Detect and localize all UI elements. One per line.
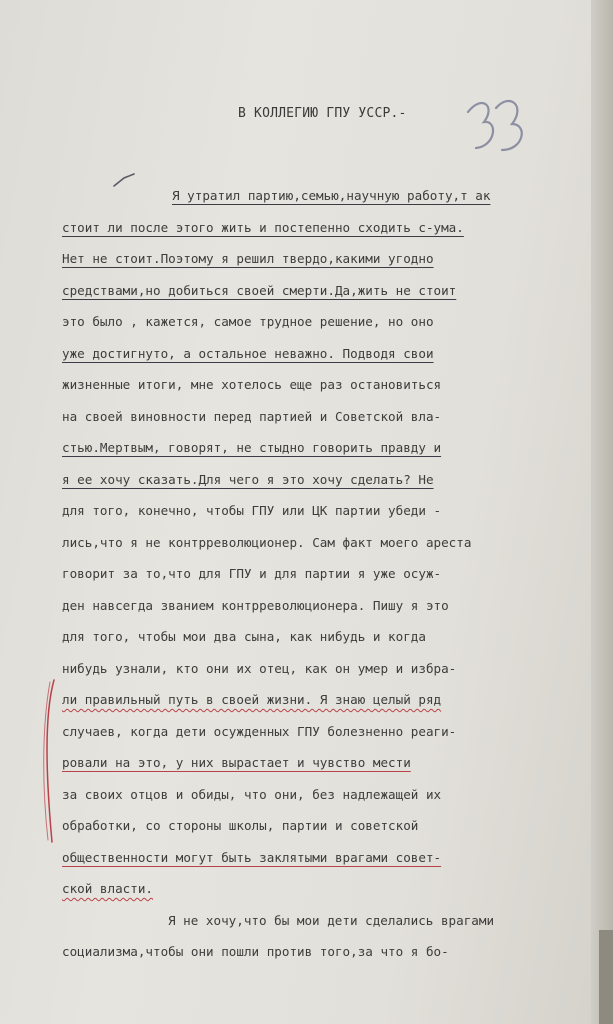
text-line: стью.Мертвым, говорят, не стыдно говорить правду и [62,440,442,455]
text-line: на своей виновности перед партией и Советской вла- [62,408,442,424]
text-line: Нет не стоит.Поэтому я решил твердо,какими угодно [62,251,434,266]
text-line: средствами,но добиться своей смерти.Да,жить не стоит [62,282,457,298]
text-line: обработки, со стороны школы, партии и советской [62,818,419,833]
text-line: общественности могут быть заклятыми врагами совет- [62,849,442,865]
text-line: уже достигнуто, а остальное неважно. Подводя свои [62,345,434,361]
text-line: Я утратил партию,семью,научную работу,т ак [172,188,491,203]
text-line: я ее хочу сказать.Для чего я это хочу сделать? Не [62,471,434,487]
text-line: лись,что я не контрреволюционер. Сам факт моего ареста [62,534,472,550]
binder-tab [599,930,613,1024]
page-edge [591,0,613,1024]
typed-letter-body [62,180,562,968]
text-line: ровали на это, у них вырастает и чувство мести [62,755,411,770]
text-line: жизненные итоги, мне хотелось еще раз остановиться [62,377,442,392]
text-line: случаев, когда дети осужденных ГПУ болезненно реаги- [62,723,457,739]
text-line: для того, чтобы мои два сына, как нибудь и когда [62,629,426,644]
pencil-page-number [462,92,532,162]
text-line: ской власти. [62,881,153,896]
text-line: нибудь узнали, кто они их отец, как он умер и избра- [62,660,457,676]
red-margin-bracket [36,676,58,846]
text-line: Я не хочу,что бы мои дети сделались врагами [168,912,495,928]
text-line: говорит за то,что для ГПУ и для партии я уже осуж- [62,566,442,581]
text-line: для того, конечно, чтобы ГПУ или ЦК партии убеди - [62,503,442,518]
text-line: стоит ли после этого жить и постепенно сходить с-ума. [62,219,464,235]
document-heading: В КОЛЛЕГИЮ ГПУ УССР.- [238,106,407,121]
text-line: социализма,чтобы они пошли против того,за что я бо- [62,944,449,959]
text-line: ден навсегда званием контрреволюционера. Пишу я это [62,597,449,613]
text-line: это было , кажется, самое трудное решение, но оно [62,314,434,329]
text-line: за своих отцов и обиды, что они, без надлежащей их [62,786,442,802]
text-line: ли правильный путь в своей жизни. Я знаю целый ряд [62,692,442,707]
